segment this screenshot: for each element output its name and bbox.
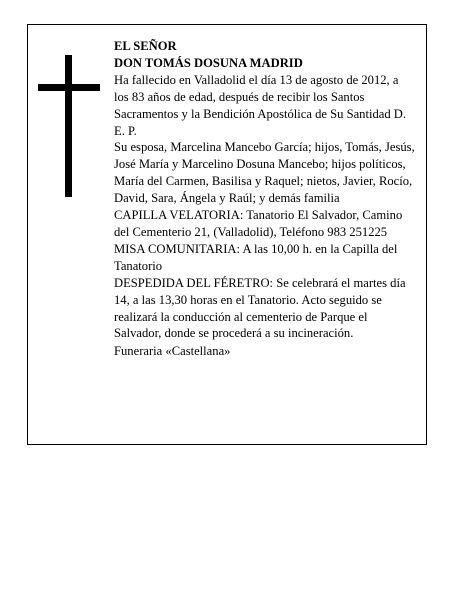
cross-vertical-bar — [65, 55, 72, 197]
cross-horizontal-bar — [38, 84, 100, 91]
family-members: Su esposa, Marcelina Mancebo García; hijos, Tomás, Jesús, José María y Marcelino Dosuna Mancebo; hijos políticos, María del Carmen, Basilisa y Raquel; nietos, Javier, Rocío, David, Sara, Ángela y Raúl; y demás familia — [114, 140, 415, 206]
farewell-info: DESPEDIDA DEL FÉRETRO: Se celebrará el martes día 14, a las 13,30 horas en el Tanatorio. Acto seguido se realizará la conducción al cementerio de Parque el Salvador, donde se procederá a su incineración. — [114, 275, 406, 341]
death-announcement: Ha fallecido en Valladolid el día 13 de agosto de 2012, a los 83 años de edad, después de recibir los Santos Sacramentos y la Bendición Apostólica de Su Santidad D. E. P. — [114, 72, 407, 138]
obituary-text — [114, 38, 416, 360]
latin-cross-icon — [38, 55, 100, 197]
funeral-home: Funeraria «Castellana» — [114, 344, 231, 359]
deceased-name: DON TOMÁS DOSUNA MADRID — [114, 55, 303, 70]
mass-info: MISA COMUNITARIA: A las 10,00 h. en la Capilla del Tanatorio — [114, 241, 398, 273]
wake-chapel-info: CAPILLA VELATORIA: Tanatorio El Salvador, Camino del Cementerio 21, (Valladolid), Teléfono 983 251225 — [114, 208, 403, 239]
heading-title: EL SEÑOR — [114, 39, 177, 53]
